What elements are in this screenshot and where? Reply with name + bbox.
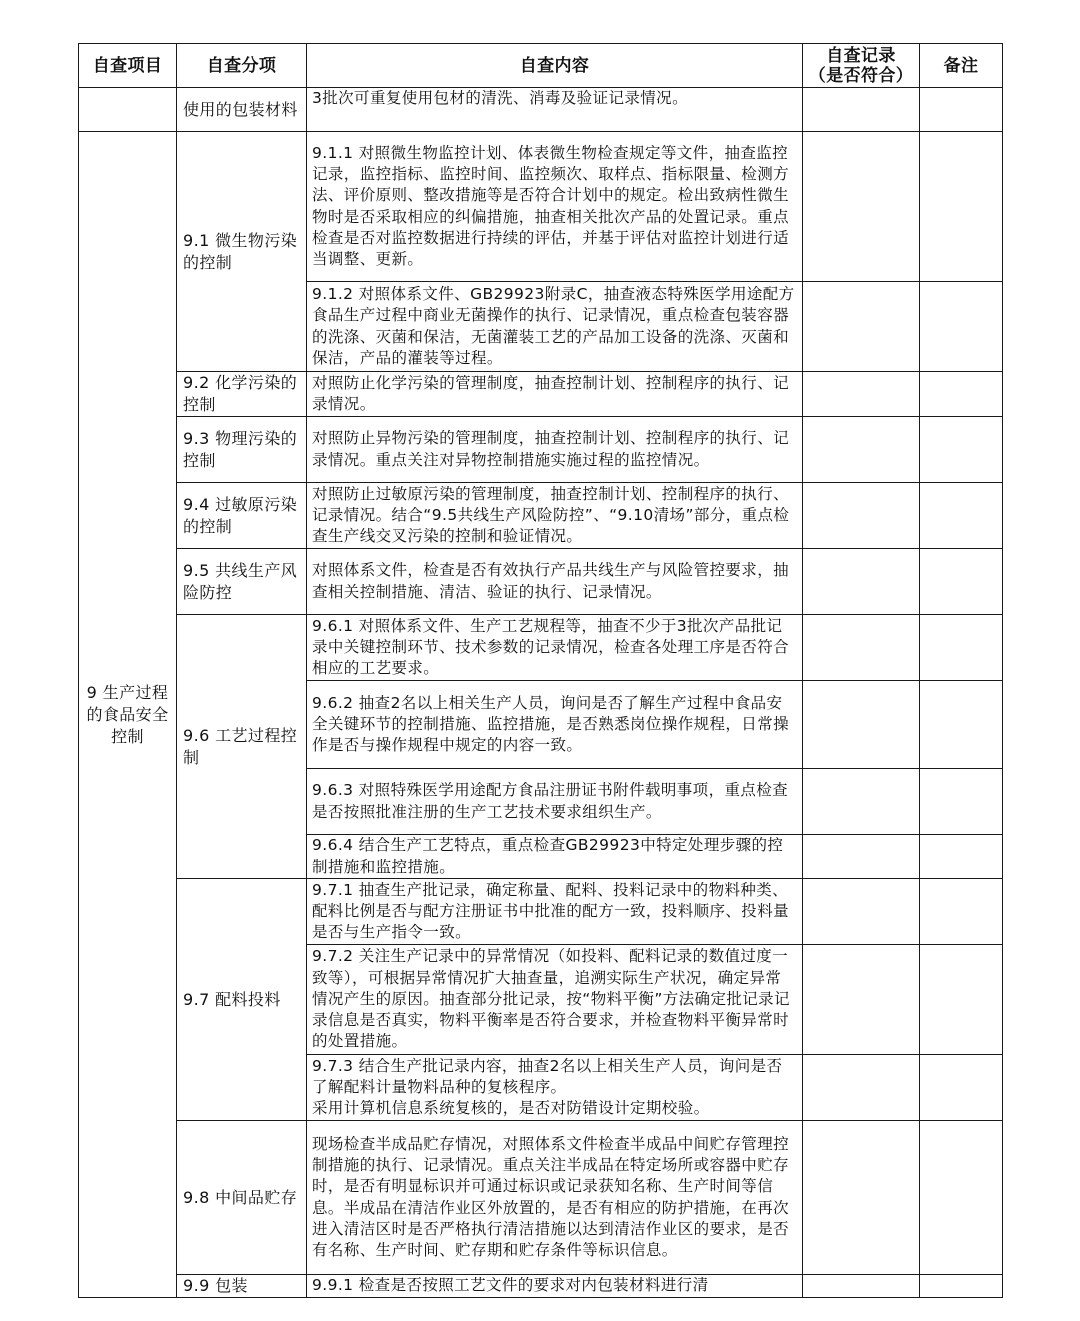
remark-cell[interactable] (920, 483, 1003, 549)
content-cell: 9.6.4 结合生产工艺特点，重点检查GB29923中特定处理步骤的控制措施和监控措施。 (307, 835, 803, 879)
content-cell: 9.7.3 结合生产批记录内容，抽查2名以上相关生产人员，询问是否了解配料计量物料品种的复核程序。 采用计算机信息系统复核的，是否对防错设计定期校验。 (307, 1055, 803, 1121)
content-cell: 对照防止异物污染的管理制度，抽查控制计划、控制程序的执行、记录情况。重点关注对异物控制措施实施过程的监控情况。 (307, 417, 803, 483)
table-row (79, 549, 1003, 615)
table-row (79, 132, 1003, 282)
content-cell: 对照体系文件，检查是否有效执行产品共线生产与风险管控要求，抽查相关控制措施、清洁、验证的执行、记录情况。 (307, 549, 803, 615)
section-item-cell: 9 生产过程的食品安全控制 (79, 132, 177, 1298)
subitem-cell: 9.9 包装 (177, 1275, 307, 1298)
record-cell[interactable] (803, 1055, 920, 1121)
self-inspection-table (78, 43, 1003, 1298)
remark-cell[interactable] (920, 1055, 1003, 1121)
content-cell: 9.9.1 检查是否按照工艺文件的要求对内包装材料进行清 (307, 1275, 803, 1298)
content-cell: 9.6.1 对照体系文件、生产工艺规程等，抽查不少于3批次产品批记录中关键控制环节、技术参数的记录情况，检查各处理工序是否符合相应的工艺要求。 (307, 615, 803, 681)
record-cell[interactable] (803, 835, 920, 879)
record-cell[interactable] (803, 769, 920, 835)
table-row (79, 879, 1003, 945)
header-record-line2: （是否符合） (808, 65, 914, 86)
table-row (79, 615, 1003, 681)
remark-cell[interactable] (920, 615, 1003, 681)
table-row (79, 1121, 1003, 1275)
table-row (79, 417, 1003, 483)
record-cell[interactable] (803, 282, 920, 372)
content-cell: 9.7.1 抽查生产批记录，确定称量、配料、投料记录中的物料种类、配料比例是否与配方注册证书中批准的配方一致，投料顺序、投料量是否与生产指令一致。 (307, 879, 803, 945)
table-row (79, 1275, 1003, 1298)
record-cell[interactable] (803, 1121, 920, 1275)
subitem-cell: 9.6 工艺过程控制 (177, 615, 307, 879)
remark-cell[interactable] (920, 417, 1003, 483)
remark-cell[interactable] (920, 1121, 1003, 1275)
table-header-row (79, 44, 1003, 88)
subitem-cell: 9.7 配料投料 (177, 879, 307, 1121)
record-cell[interactable] (803, 483, 920, 549)
remark-cell[interactable] (920, 681, 1003, 769)
remark-cell[interactable] (920, 88, 1003, 132)
record-cell[interactable] (803, 549, 920, 615)
content-cell: 9.6.3 对照特殊医学用途配方食品注册证书附件载明事项，重点检查是否按照批准注册的生产工艺技术要求组织生产。 (307, 769, 803, 835)
record-cell[interactable] (803, 372, 920, 417)
content-cell: 现场检查半成品贮存情况，对照体系文件检查半成品中间贮存管理控制措施的执行、记录情况。重点关注半成品在特定场所或容器中贮存时，是否有明显标识并可通过标识或记录获知名称、生产时间等信息。半成品在清洁作业区外放置的，是否有相应的防护措施，在再次进入清洁区时是否严格执行清洁措施以达到清洁作业区的要求，是否有名称、生产时间、贮存期和贮存条件等标识信息。 (307, 1121, 803, 1275)
content-cell: 对照防止化学污染的管理制度，抽查控制计划、控制程序的执行、记录情况。 (307, 372, 803, 417)
subitem-cell: 9.2 化学污染的控制 (177, 372, 307, 417)
subitem-cell: 9.4 过敏原污染的控制 (177, 483, 307, 549)
table-row (79, 483, 1003, 549)
remark-cell[interactable] (920, 549, 1003, 615)
record-cell[interactable] (803, 615, 920, 681)
record-cell[interactable] (803, 1275, 920, 1298)
subitem-cell: 9.5 共线生产风险防控 (177, 549, 307, 615)
remark-cell[interactable] (920, 879, 1003, 945)
table-row (79, 88, 1003, 132)
item-cell-empty (79, 88, 177, 132)
header-record (803, 44, 920, 88)
header-content: 自查内容 (307, 44, 803, 88)
content-cell: 9.7.2 关注生产记录中的异常情况（如投料、配料记录的数值过度一致等），可根据异常情况扩大抽查量，追溯实际生产状况，确定异常情况产生的原因。抽查部分批记录，按“物料平衡”方法确定批记录记录信息是否真实，物料平衡率是否符合要求，并检查物料平衡异常时的处置措施。 (307, 945, 803, 1055)
record-cell[interactable] (803, 417, 920, 483)
table-row (79, 372, 1003, 417)
content-cell: 对照防止过敏原污染的管理制度，抽查控制计划、控制程序的执行、记录情况。结合“9.5共线生产风险防控”、“9.10清场”部分，重点检查生产线交叉污染的控制和验证情况。 (307, 483, 803, 549)
remark-cell[interactable] (920, 1275, 1003, 1298)
header-subitem: 自查分项 (177, 44, 307, 88)
subitem-cell: 9.1 微生物污染的控制 (177, 132, 307, 372)
table-body (79, 88, 1003, 1298)
record-cell[interactable] (803, 945, 920, 1055)
subitem-cell: 使用的包装材料 (177, 88, 307, 132)
record-cell[interactable] (803, 132, 920, 282)
subitem-cell: 9.8 中间品贮存 (177, 1121, 307, 1275)
subitem-cell: 9.3 物理污染的控制 (177, 417, 307, 483)
remark-cell[interactable] (920, 132, 1003, 282)
content-cell: 3批次可重复使用包材的清洗、消毒及验证记录情况。 (307, 88, 803, 132)
record-cell[interactable] (803, 879, 920, 945)
remark-cell[interactable] (920, 372, 1003, 417)
content-cell: 9.6.2 抽查2名以上相关生产人员，询问是否了解生产过程中食品安全关键环节的控制措施、监控措施，是否熟悉岗位操作规程，日常操作是否与操作规程中规定的内容一致。 (307, 681, 803, 769)
header-remark: 备注 (920, 44, 1003, 88)
remark-cell[interactable] (920, 282, 1003, 372)
record-cell[interactable] (803, 88, 920, 132)
content-cell: 9.1.2 对照体系文件、GB29923附录C，抽查液态特殊医学用途配方食品生产过程中商业无菌操作的执行、记录情况，重点检查包装容器的洗涤、灭菌和保洁，无菌灌装工艺的产品加工设备的洗涤、灭菌和保洁，产品的灌装等过程。 (307, 282, 803, 372)
header-item: 自查项目 (79, 44, 177, 88)
remark-cell[interactable] (920, 945, 1003, 1055)
remark-cell[interactable] (920, 769, 1003, 835)
content-cell: 9.1.1 对照微生物监控计划、体表微生物检查规定等文件，抽查监控记录，监控指标、监控时间、监控频次、取样点、指标限量、检测方法、评价原则、整改措施等是否符合计划中的规定。检出致病性微生物时是否采取相应的纠偏措施，抽查相关批次产品的处置记录。重点检查是否对监控数据进行持续的评估，并基于评估对监控计划进行适当调整、更新。 (307, 132, 803, 282)
header-record-line1: 自查记录 (826, 45, 896, 66)
remark-cell[interactable] (920, 835, 1003, 879)
record-cell[interactable] (803, 681, 920, 769)
